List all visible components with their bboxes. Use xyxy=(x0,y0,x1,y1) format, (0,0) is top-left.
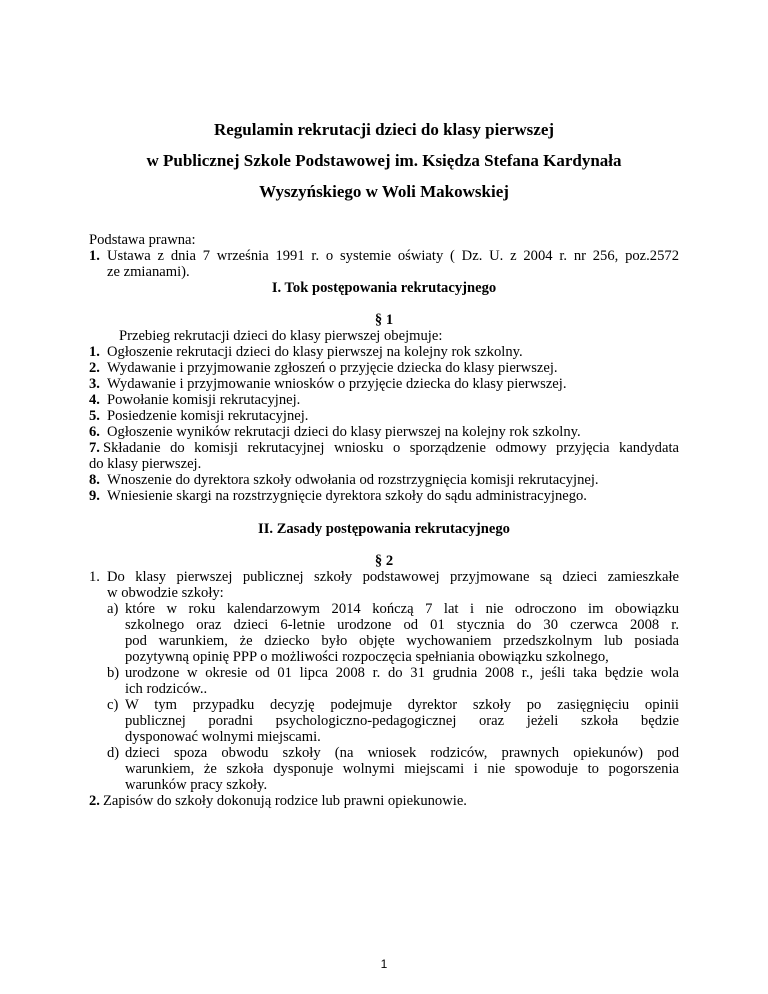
section-1-paragraph-mark: § 1 xyxy=(374,312,394,328)
section-1-intro: Przebieg rekrutacji dzieci do klasy pierwszej obejmuje: xyxy=(119,328,443,344)
list-item-num: 7. xyxy=(89,440,100,456)
list-item-num: 8. xyxy=(89,472,100,488)
page-number: 1 xyxy=(380,957,388,971)
list-item-num: 4. xyxy=(89,392,100,408)
section-2-paragraph-mark: § 2 xyxy=(374,553,394,569)
list-item: Posiedzenie komisji rekrutacyjnej. xyxy=(107,408,309,424)
sub-item-d-line: warunkiem, że szkoła dysponuje wolnymi miejscami i nie spowoduje to pogorszenia xyxy=(125,761,679,777)
section-2-item-2-num: 2. xyxy=(89,793,100,809)
section-2-heading: II. Zasady postępowania rekrutacyjnego xyxy=(258,521,510,537)
list-item-num: 9. xyxy=(89,488,100,504)
sub-item-b-line: ich rodziców.. xyxy=(125,681,208,697)
list-item-num: 2. xyxy=(89,360,100,376)
sub-item-c-line: dysponować wolnymi miejscami. xyxy=(125,729,321,745)
sub-item-d-line: dzieci spoza obwodu szkoły (na wniosek rodziców, prawnych opiekunów) pod xyxy=(125,745,679,761)
list-item: Powołanie komisji rekrutacyjnej. xyxy=(107,392,301,408)
sub-item-b-line: urodzone w okresie od 01 lipca 2008 r. do 31 grudnia 2008 r., jeśli taka będzie wola xyxy=(125,665,679,681)
sub-item-a-line: pod warunkiem, że dziecko było objęte wychowaniem przedszkolnym lub posiada xyxy=(125,633,679,649)
list-item: Wnoszenie do dyrektora szkoły odwołania od rozstrzygnięcia komisji rekrutacyjnej. xyxy=(107,472,599,488)
section-2-item-2-text: Zapisów do szkoły dokonują rodzice lub prawni opiekunowie. xyxy=(103,793,467,809)
section-1-heading: I. Tok postępowania rekrutacyjnego xyxy=(271,280,497,296)
list-item: Ogłoszenie wyników rekrutacji dzieci do klasy pierwszej na kolejny rok szkolny. xyxy=(107,424,581,440)
list-item: Wydawanie i przyjmowanie zgłoszeń o przyjęcie dziecka do klasy pierwszej. xyxy=(107,360,558,376)
list-item-continuation: do klasy pierwszej. xyxy=(89,456,202,472)
legal-basis-label: Podstawa prawna: xyxy=(89,232,196,248)
list-item: Wydawanie i przyjmowanie wniosków o przyjęcie dziecka do klasy pierwszej. xyxy=(107,376,567,392)
sub-item-a-line: szkolnego oraz dzieci 6-letnie urodzone od 01 stycznia do 30 czerwca 2008 r. xyxy=(125,617,679,633)
section-2-item-1-line-2: w obwodzie szkoły: xyxy=(107,585,224,601)
sub-item-a-label: a) xyxy=(107,601,119,617)
section-2-item-1-line-1: Do klasy pierwszej publicznej szkoły podstawowej przyjmowane są dzieci zamieszkałe xyxy=(107,569,679,585)
list-item-num: 5. xyxy=(89,408,100,424)
sub-item-a-line: pozytywną opinię PPP o możliwości rozpoczęcia spełniania obowiązku szkolnego, xyxy=(125,649,609,665)
list-item-num: 1. xyxy=(89,344,100,360)
title-line-2: w Publicznej Szkole Podstawowej im. Księdza Stefana Kardynała xyxy=(146,151,622,170)
list-item-num: 6. xyxy=(89,424,100,440)
sub-item-d-line: warunków pracy szkoły. xyxy=(125,777,268,793)
legal-basis-line-2: ze zmianami). xyxy=(107,264,190,280)
title-line-3: Wyszyńskiego w Woli Makowskiej xyxy=(259,182,509,201)
sub-item-c-line: publicznej poradni psychologiczno-pedagogicznej oraz jeżeli szkoła będzie xyxy=(125,713,679,729)
sub-item-d-label: d) xyxy=(107,745,120,761)
sub-item-b-label: b) xyxy=(107,665,120,681)
legal-basis-num: 1. xyxy=(89,248,100,264)
list-item: Wniesienie skargi na rozstrzygnięcie dyrektora szkoły do sądu administracyjnego. xyxy=(107,488,587,504)
sub-item-c-line: W tym przypadku decyzję podejmuje dyrektor szkoły po zasięgnięciu opinii xyxy=(125,697,679,713)
sub-item-c-label: c) xyxy=(107,697,119,713)
title-line-1: Regulamin rekrutacji dzieci do klasy pierwszej xyxy=(213,120,555,139)
list-item: Ogłoszenie rekrutacji dzieci do klasy pierwszej na kolejny rok szkolny. xyxy=(107,344,523,360)
list-item: Składanie do komisji rekrutacyjnej wniosku o sporządzenie odmowy przyjęcia kandydata xyxy=(103,440,679,456)
sub-item-a-line: które w roku kalendarzowym 2014 kończą 7 lat i nie odroczono im obowiązku xyxy=(125,601,679,617)
list-item-num: 3. xyxy=(89,376,100,392)
section-2-item-1-num: 1. xyxy=(89,569,100,585)
legal-basis-line-1: Ustawa z dnia 7 września 1991 r. o systemie oświaty ( Dz. U. z 2004 r. nr 256, poz.2572 xyxy=(107,248,679,264)
